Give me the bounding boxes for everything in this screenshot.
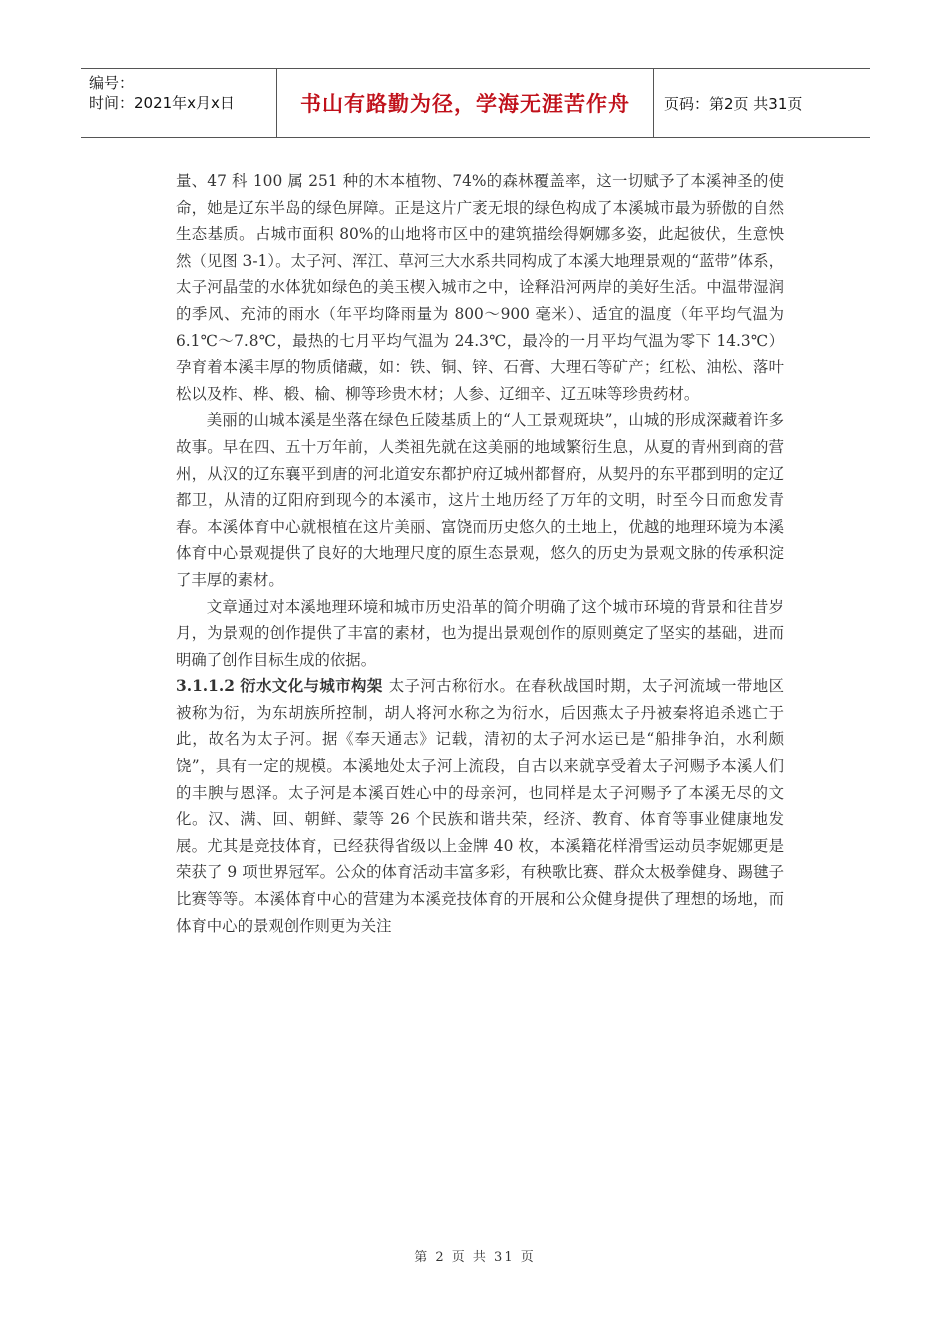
section-number: 3.1.1.2 bbox=[176, 677, 235, 696]
page-footer: 第 2 页 共 31 页 bbox=[414, 1250, 536, 1265]
header-motto: 书山有路勤为径，学海无涯苦作舟 bbox=[276, 69, 654, 137]
doc-time-label: 时间：2021年x月x日 bbox=[89, 94, 235, 112]
header-meta bbox=[81, 69, 276, 137]
paragraph-1: 量、47 科 100 属 251 种的木本植物、74%的森林覆盖率，这一切赋予了本溪神圣的使命，她是辽东半岛的绿色屏障。正是这片广袤无垠的绿色构成了本溪城市最为骄傲的自然生态基质。占城市面积 80%的山地将市区中的建筑描绘得婀娜多姿，此起彼伏，生意怏然（见图 3-1）。太子河、浑江、草河三大水系共同构成了本溪大地理景观的“蓝带”体系，太子河晶莹的水体犹如绿色的美玉楔入城市之中，诠释沿河两岸的美好生活。中温带湿润的季风、充沛的雨水（年平均降雨量为 800～900 毫米）、适宜的温度（年平均气温为 6.1℃～7.8℃，最热的七月平均气温为 24.3℃，最冷的一月平均气温为零下 14.3℃）孕育着本溪丰厚的物质储藏，如：铁、铜、锌、石膏、大理石等矿产；红松、油松、落叶松以及柞、桦、椴、榆、柳等珍贵木材；人参、辽细辛、辽五味等珍贵药材。 bbox=[176, 172, 784, 403]
paragraph-3: 文章通过对本溪地理环境和城市历史沿革的简介明确了这个城市环境的背景和往昔岁月，为景观的创作提供了丰富的素材，也为提出景观创作的原则奠定了坚实的基础，进而明确了创作目标生成的依据。 bbox=[176, 597, 784, 669]
document-body bbox=[176, 168, 784, 939]
doc-number-label: 编号： bbox=[89, 74, 135, 92]
header-page-label: 页码：第2页 共31页 bbox=[664, 94, 803, 113]
paragraph-2: 美丽的山城本溪是坐落在绿色丘陵基质上的“人工景观斑块”，山城的形成深藏着许多故事。早在四、五十万年前，人类祖先就在这美丽的地域繁衍生息，从夏的青州到商的营州，从汉的辽东襄平到唐的河北道安东都护府辽城州都督府，从契丹的东平郡到明的定辽都卫，从清的辽阳府到现今的本溪市，这片土地历经了万年的文明，时至今日而愈发青春。本溪体育中心就根植在这片美丽、富饶而历史悠久的土地上，优越的地理环境为本溪体育中心景观提供了良好的大地理尺度的原生态景观，悠久的历史为景观文脉的传承积淀了丰厚的素材。 bbox=[176, 411, 784, 589]
section-title: 衍水文化与城市构架 bbox=[240, 677, 383, 696]
paragraph-4 bbox=[176, 673, 784, 939]
page-header bbox=[81, 68, 870, 138]
paragraph-4-text: 太子河古称衍水。在春秋战国时期，太子河流域一带地区被称为衍，为东胡族所控制，胡人将河水称之为衍水，后因燕太子丹被秦将追杀逃亡于此，故名为太子河。据《奉天通志》记载，清初的太子河水运已是“船排争泊，水利颇饶”，具有一定的规模。本溪地处太子河上流段，自古以来就享受着太子河赐予本溪人们的丰腴与恩泽。太子河是本溪百姓心中的母亲河，也同样是太子河赐予了本溪无尽的文化。汉、满、回、朝鲜、蒙等 26 个民族和谐共荣，经济、教育、体育等事业健康地发展。尤其是竞技体育，已经获得省级以上金牌 40 枚，本溪籍花样滑雪运动员李妮娜更是荣获了 9 项世界冠军。公众的体育活动丰富多彩，有秧歌比赛、群众太极拳健身、踢毽子比赛等等。本溪体育中心的营建为本溪竞技体育的开展和公众健身提供了理想的场地，而体育中心的景观创作则更为关注 bbox=[176, 677, 784, 935]
